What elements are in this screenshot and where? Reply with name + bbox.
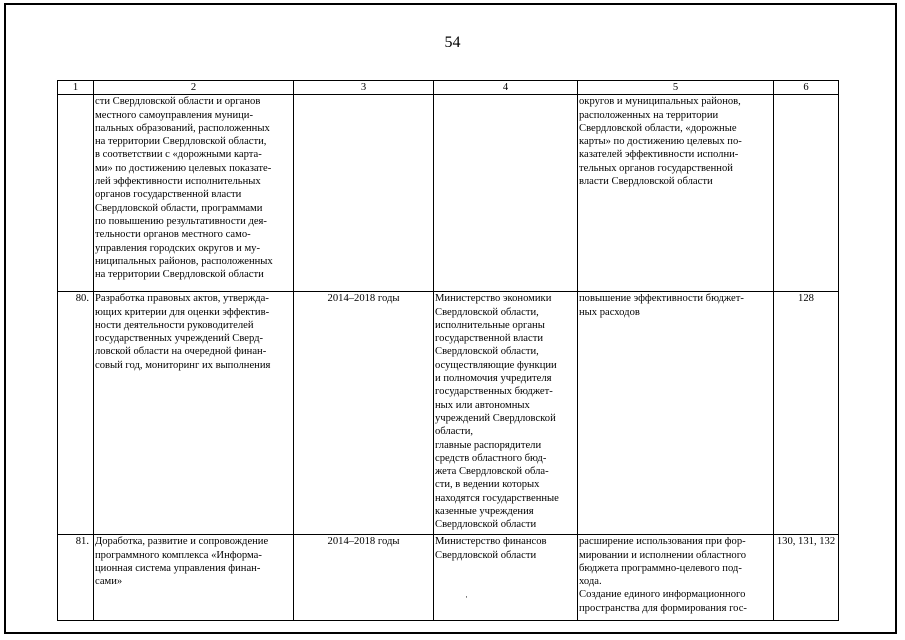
header-cell: 6 bbox=[774, 81, 839, 95]
result-line: тельных органов государственной bbox=[579, 162, 733, 174]
measure-cell bbox=[94, 292, 294, 535]
measure-line: управления городских округов и му- bbox=[95, 242, 260, 254]
measure-line: программного комплекса «Информа- bbox=[95, 549, 262, 561]
measure-line: в соответствии с «дорожными карта- bbox=[95, 149, 262, 161]
executor-line: и полномочия учредителя bbox=[435, 373, 552, 385]
executor-line: учреждений Свердловской bbox=[435, 412, 556, 424]
result-line: расположенных на территории bbox=[579, 109, 719, 121]
result-line: пространства для формирования гос- bbox=[579, 602, 747, 614]
table-row bbox=[58, 535, 839, 621]
header-cell: 5 bbox=[578, 81, 774, 95]
measure-line: совый год, мониторинг их выполнения bbox=[95, 359, 271, 371]
period-cell: 2014–2018 годы bbox=[294, 535, 434, 621]
executor-line: Министерство экономики bbox=[435, 293, 552, 305]
executor-cell bbox=[434, 535, 578, 621]
executor-line: осуществляющие функции bbox=[435, 359, 557, 371]
measures-table bbox=[57, 80, 839, 621]
executor-line: государственных бюджет- bbox=[435, 386, 553, 398]
table-row bbox=[58, 95, 839, 292]
indicator-cell bbox=[774, 95, 839, 292]
measure-line: ловской области на очередной финан- bbox=[95, 346, 267, 358]
executor-cell bbox=[434, 292, 578, 535]
executor-line: государственной власти bbox=[435, 333, 544, 345]
executor-line: исполнительные органы bbox=[435, 319, 545, 331]
executor-line: Свердловской области bbox=[435, 549, 537, 561]
measure-line: тельности органов местного само- bbox=[95, 229, 251, 241]
measure-line: Доработка, развитие и сопровождение bbox=[95, 536, 269, 548]
indicator-cell: 130, 131, 132 bbox=[774, 535, 839, 621]
result-line: мировании и исполнении областного bbox=[579, 549, 747, 561]
result-line: ных расходов bbox=[579, 306, 640, 318]
measure-line: лей эффективности исполнительных bbox=[95, 176, 261, 188]
indicator-cell: 128 bbox=[774, 292, 839, 535]
measure-line: по повышению результативности дея- bbox=[95, 215, 267, 227]
executor-line: жета Свердловской обла- bbox=[435, 466, 549, 478]
table-header-row bbox=[58, 81, 839, 95]
measure-line: Разработка правовых актов, утвержда- bbox=[95, 293, 269, 305]
executor-line: Свердловской области, bbox=[435, 346, 539, 358]
measure-line: ющих критерии для оценки эффектив- bbox=[95, 306, 270, 318]
result-line: бюджета программно-целевого под- bbox=[579, 562, 742, 574]
result-line: власти Свердловской области bbox=[579, 176, 713, 188]
measure-line: пальных образований, расположенных bbox=[95, 122, 270, 134]
page-number: 54 bbox=[444, 34, 461, 51]
measure-line: ности деятельности руководителей bbox=[95, 319, 254, 331]
table-row bbox=[58, 292, 839, 535]
executor-line: Свердловской области bbox=[435, 519, 537, 531]
result-cell bbox=[578, 535, 774, 621]
executor-line: Министерство финансов bbox=[435, 536, 547, 548]
row-number-cell bbox=[58, 95, 94, 292]
measure-line: органов государственной власти bbox=[95, 189, 242, 201]
executor-line: находятся государственные bbox=[435, 492, 559, 504]
measure-line: сти Свердловской области и органов bbox=[95, 96, 261, 108]
measure-line: на территории Свердловской области bbox=[95, 269, 264, 281]
measure-line: государственных учреждений Сверд- bbox=[95, 333, 264, 345]
scan-speck: · bbox=[465, 592, 468, 602]
measure-cell bbox=[94, 535, 294, 621]
result-cell bbox=[578, 292, 774, 535]
executor-cell bbox=[434, 95, 578, 292]
result-line: хода. bbox=[579, 576, 602, 588]
measure-line: ниципальных районов, расположенных bbox=[95, 255, 273, 267]
result-line: Создание единого информационного bbox=[579, 589, 746, 601]
header-cell: 1 bbox=[58, 81, 94, 95]
executor-line: средств областного бюд- bbox=[435, 452, 547, 464]
period-cell bbox=[294, 95, 434, 292]
result-line: повышение эффективности бюджет- bbox=[579, 293, 744, 305]
executor-line: казенные учреждения bbox=[435, 506, 534, 518]
result-line: расширение использования при фор- bbox=[579, 536, 746, 548]
measure-cell bbox=[94, 95, 294, 292]
measure-line: местного самоуправления муници- bbox=[95, 109, 254, 121]
result-cell bbox=[578, 95, 774, 292]
result-line: карты» по достижению целевых по- bbox=[579, 136, 742, 148]
header-cell: 3 bbox=[294, 81, 434, 95]
executor-line: области, bbox=[435, 426, 474, 438]
result-line: округов и муниципальных районов, bbox=[579, 96, 741, 108]
executor-line: главные распорядители bbox=[435, 439, 542, 451]
measure-line: сами» bbox=[95, 576, 123, 588]
result-line: Свердловской области, «дорожные bbox=[579, 122, 737, 134]
row-number-cell: 81. bbox=[58, 535, 94, 621]
measure-line: Свердловской области, программами bbox=[95, 202, 263, 214]
executor-line: ных или автономных bbox=[435, 399, 530, 411]
executor-line: сти, в ведении которых bbox=[435, 479, 540, 491]
result-line: казателей эффективности исполни- bbox=[579, 149, 739, 161]
executor-line: Свердловской области, bbox=[435, 306, 539, 318]
row-number-cell: 80. bbox=[58, 292, 94, 535]
measure-line: на территории Свердловской области, bbox=[95, 136, 267, 148]
measure-line: ми» по достижению целевых показате- bbox=[95, 162, 272, 174]
measure-line: ционная система управления финан- bbox=[95, 562, 261, 574]
period-cell: 2014–2018 годы bbox=[294, 292, 434, 535]
header-cell: 2 bbox=[94, 81, 294, 95]
header-cell: 4 bbox=[434, 81, 578, 95]
